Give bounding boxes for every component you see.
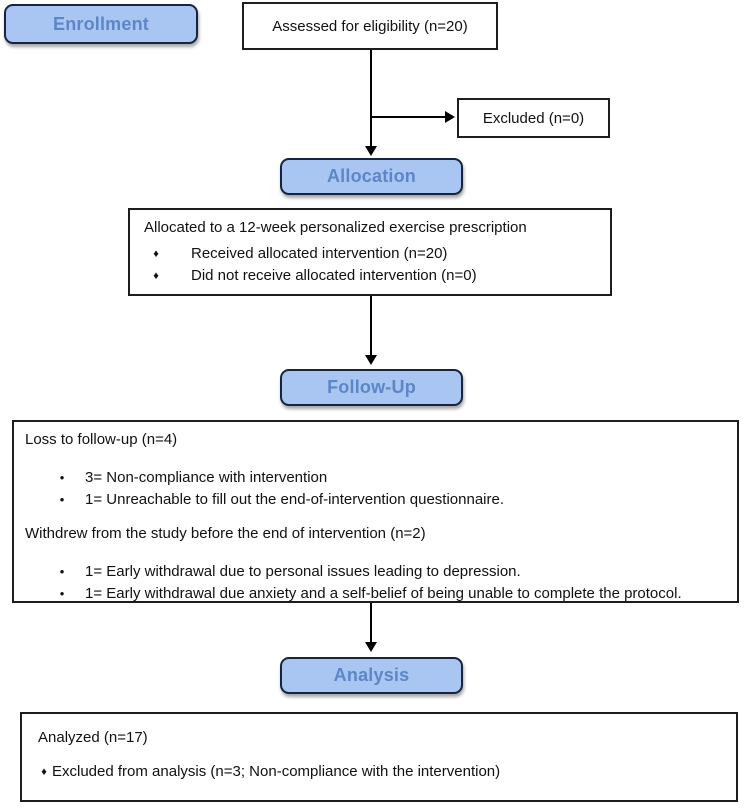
dot-bullet-icon: • xyxy=(59,470,65,485)
withdrew-bullet-anxiety-text: 1= Early withdrawal due anxiety and a self-belief of being unable to complete the protocol. xyxy=(85,585,682,602)
withdrew-bullet-anxiety xyxy=(25,583,727,605)
analyzed-box xyxy=(20,712,738,802)
dot-bullet-icon: • xyxy=(59,492,65,507)
diamond-bullet-icon: ♦ xyxy=(153,248,159,260)
assessed-for-eligibility-box xyxy=(242,2,498,50)
excluded-box xyxy=(457,98,610,138)
stage-enrollment-label: Enrollment xyxy=(52,13,149,34)
connector-assessed-to-allocation xyxy=(370,50,372,147)
arrowhead-to-analysis-icon xyxy=(365,642,377,652)
allocated-title: Allocated to a 12-week personalized exercise prescription xyxy=(144,219,527,236)
withdrew-bullet-personal-text: 1= Early withdrawal due to personal issues leading to depression. xyxy=(85,563,521,580)
allocated-intervention-box xyxy=(128,208,612,296)
analyzed-title: Analyzed (n=17) xyxy=(38,729,148,746)
loss-to-followup-title: Loss to follow-up (n=4) xyxy=(25,431,178,448)
analyzed-bullet-excluded xyxy=(38,761,726,783)
analyzed-bullet-excluded-text: Excluded from analysis (n=3; Non-compliance with the intervention) xyxy=(52,763,501,780)
assessed-for-eligibility-text: Assessed for eligibility (n=20) xyxy=(272,17,468,35)
diamond-bullet-icon: ♦ xyxy=(41,766,47,778)
followup-detail-box xyxy=(12,420,739,603)
stage-analysis-label: Analysis xyxy=(333,665,410,685)
stage-followup-label: Follow-Up xyxy=(327,377,416,397)
withdrew-bullet-group xyxy=(25,561,727,605)
loss-bullet-noncompliance xyxy=(25,467,727,489)
allocated-bullet-received xyxy=(144,243,600,265)
connector-followup-to-analysis xyxy=(370,603,372,643)
stage-analysis-banner xyxy=(280,657,463,694)
diamond-bullet-icon: ♦ xyxy=(153,270,159,282)
stage-allocation-label: Allocation xyxy=(326,166,416,186)
dot-bullet-icon: • xyxy=(59,586,65,601)
withdrew-bullet-personal xyxy=(25,561,727,583)
allocated-bullet-received-text: Received allocated intervention (n=20) xyxy=(191,245,448,262)
dot-bullet-icon: • xyxy=(59,564,65,579)
connector-branch-to-excluded xyxy=(371,116,445,118)
excluded-text: Excluded (n=0) xyxy=(482,109,585,127)
loss-bullet-group xyxy=(25,467,727,511)
stage-enrollment-banner xyxy=(4,4,198,44)
loss-bullet-noncompliance-text: 3= Non-compliance with intervention xyxy=(85,469,328,486)
connector-allocated-to-followup xyxy=(370,296,372,356)
arrowhead-to-excluded-icon xyxy=(445,111,455,123)
arrowhead-to-allocation-icon xyxy=(365,146,377,156)
withdrew-title: Withdrew from the study before the end of intervention (n=2) xyxy=(25,525,426,542)
loss-bullet-unreachable-text: 1= Unreachable to fill out the end-of-intervention questionnaire. xyxy=(85,491,505,508)
loss-bullet-unreachable xyxy=(25,489,727,511)
stage-allocation-banner xyxy=(280,158,463,195)
allocated-bullet-not-received xyxy=(144,265,600,287)
stage-followup-banner xyxy=(280,369,463,406)
arrowhead-to-followup-icon xyxy=(365,355,377,365)
allocated-bullet-not-received-text: Did not receive allocated intervention (n=0) xyxy=(191,267,477,284)
